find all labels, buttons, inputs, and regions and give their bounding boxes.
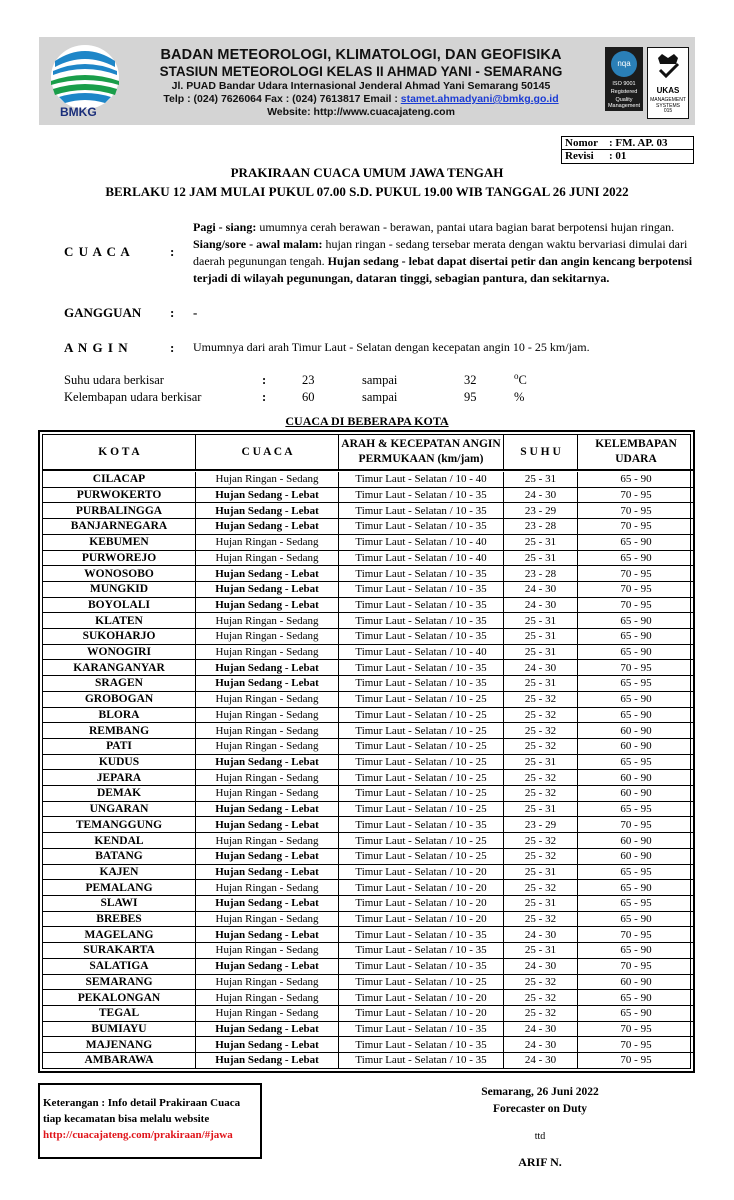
cell-suhu: 25 - 31	[504, 535, 578, 550]
cell-suhu: 25 - 32	[504, 990, 578, 1005]
table-row	[43, 660, 694, 676]
cell-cuaca: Hujan Ringan - Sedang	[196, 786, 339, 801]
header-suhu: S U H U	[504, 435, 578, 469]
table-row	[43, 503, 694, 519]
cell-kota: PURWOKERTO	[43, 488, 196, 503]
cell-angin: Timur Laut - Selatan / 10 - 35	[339, 503, 504, 518]
cell-kelembapan: 60 - 90	[620, 834, 652, 847]
cell-kelembapan: 70 - 95	[620, 818, 652, 831]
cell-cuaca: Hujan Ringan - Sedang	[196, 723, 339, 738]
kelembapan-colon: :	[262, 390, 267, 404]
cell-suhu: 24 - 30	[504, 660, 578, 675]
cell-cuaca: Hujan Ringan - Sedang	[196, 692, 339, 707]
table-row	[43, 786, 694, 802]
cell-kota: PEMALANG	[43, 880, 196, 895]
table-row	[43, 1006, 694, 1022]
cell-cuaca: Hujan Sedang - Lebat	[196, 755, 339, 770]
table-row	[43, 613, 694, 629]
cell-kota: UNGARAN	[43, 802, 196, 817]
contact-line	[131, 93, 591, 106]
cell-angin: Timur Laut - Selatan / 10 - 40	[339, 551, 504, 566]
cell-kota: SURAKARTA	[43, 943, 196, 958]
cell-kota: SEMARANG	[43, 975, 196, 990]
cell-cuaca: Hujan Ringan - Sedang	[196, 708, 339, 723]
cell-cuaca: Hujan Ringan - Sedang	[196, 645, 339, 660]
letterhead	[39, 37, 695, 125]
cell-cuaca: Hujan Sedang - Lebat	[196, 959, 339, 974]
cell-kota: PURWOREJO	[43, 551, 196, 566]
cell-suhu: 25 - 32	[504, 912, 578, 927]
cell-suhu: 24 - 30	[504, 598, 578, 613]
cell-angin: Timur Laut - Selatan / 10 - 35	[339, 566, 504, 581]
table-row	[43, 645, 694, 661]
cell-angin: Timur Laut - Selatan / 10 - 25	[339, 802, 504, 817]
cell-cuaca: Hujan Sedang - Lebat	[196, 566, 339, 581]
cell-kota: KENDAL	[43, 833, 196, 848]
cell-suhu: 25 - 32	[504, 849, 578, 864]
cell-suhu: 23 - 29	[504, 817, 578, 832]
cell-angin: Timur Laut - Selatan / 10 - 35	[339, 629, 504, 644]
cell-kota: PURBALINGGA	[43, 503, 196, 518]
cell-angin: Timur Laut - Selatan / 10 - 40	[339, 472, 504, 487]
table-row	[43, 990, 694, 1006]
cell-kota: PATI	[43, 739, 196, 754]
cell-kelembapan: 60 - 90	[620, 724, 652, 737]
cell-angin: Timur Laut - Selatan / 10 - 40	[339, 535, 504, 550]
cell-kota: KLATEN	[43, 613, 196, 628]
cuaca-label: C U A C A	[64, 244, 131, 259]
cuaca-description	[193, 219, 693, 287]
cell-suhu: 23 - 29	[504, 503, 578, 518]
table-row	[43, 598, 694, 614]
cell-angin: Timur Laut - Selatan / 10 - 35	[339, 1022, 504, 1037]
cell-angin: Timur Laut - Selatan / 10 - 35	[339, 927, 504, 942]
table-row	[43, 692, 694, 708]
suhu-min: 23	[302, 373, 315, 387]
cell-kelembapan: 65 - 90	[620, 551, 652, 564]
cell-angin: Timur Laut - Selatan / 10 - 20	[339, 896, 504, 911]
cell-cuaca: Hujan Ringan - Sedang	[196, 472, 339, 487]
cell-angin: Timur Laut - Selatan / 10 - 25	[339, 739, 504, 754]
cell-kelembapan: 70 - 95	[620, 598, 652, 611]
cuaca-colon: :	[170, 244, 175, 259]
kelembapan-max: 95	[464, 390, 477, 404]
phone-fax: Telp : (024) 7626064 Fax : (024) 7613817 Email :	[163, 93, 401, 105]
cell-kelembapan: 65 - 90	[620, 944, 652, 957]
cell-kelembapan: 70 - 95	[620, 520, 652, 533]
cell-cuaca: Hujan Sedang - Lebat	[196, 1053, 339, 1068]
table-row	[43, 739, 694, 755]
keterangan-line2: tiap kecamatan bisa melalu website	[43, 1113, 210, 1125]
suhu-label: Suhu udara berkisar	[64, 373, 164, 387]
cell-kelembapan: 70 - 95	[620, 928, 652, 941]
cell-angin: Timur Laut - Selatan / 10 - 25	[339, 786, 504, 801]
cell-kelembapan: 70 - 95	[620, 504, 652, 517]
gangguan-label: GANGGUAN	[64, 305, 142, 320]
cell-kota: TEMANGGUNG	[43, 817, 196, 832]
gangguan-value: -	[193, 305, 198, 320]
suhu-sampai: sampai	[362, 373, 398, 387]
cell-kelembapan: 65 - 90	[620, 630, 652, 643]
cell-kelembapan: 65 - 90	[620, 614, 652, 627]
cell-kota: BANJARNEGARA	[43, 519, 196, 534]
cell-kota: JEPARA	[43, 770, 196, 785]
table-row	[43, 833, 694, 849]
cell-suhu: 24 - 30	[504, 1053, 578, 1068]
iso-text: ISO 9001	[612, 81, 636, 87]
cell-cuaca: Hujan Ringan - Sedang	[196, 535, 339, 550]
cell-suhu: 25 - 31	[504, 613, 578, 628]
revisi-value: : 01	[609, 150, 627, 162]
cell-kota: SRAGEN	[43, 676, 196, 691]
cell-kelembapan: 70 - 95	[620, 1038, 652, 1051]
cell-kelembapan: 65 - 90	[620, 646, 652, 659]
cell-suhu: 25 - 32	[504, 786, 578, 801]
cell-suhu: 24 - 30	[504, 582, 578, 597]
document-number-box	[561, 136, 694, 164]
table-row	[43, 959, 694, 975]
cuaca-p1: umumnya cerah berawan - berawan, pantai utara bagian barat berpotensi hujan ringan.	[256, 220, 675, 234]
ukas-num: 015	[663, 108, 673, 114]
cell-angin: Timur Laut - Selatan / 10 - 25	[339, 723, 504, 738]
nomor-value: : FM. AP. 03	[609, 137, 668, 149]
table-row	[43, 519, 694, 535]
cell-kota: DEMAK	[43, 786, 196, 801]
table-row	[43, 943, 694, 959]
cell-angin: Timur Laut - Selatan / 10 - 25	[339, 692, 504, 707]
cell-kelembapan: 65 - 90	[620, 991, 652, 1004]
table-row	[43, 1053, 694, 1068]
cuaca-p3-bold: Hujan sedang - lebat dapat disertai petir dan angin kencang berpotensi terjadi di wilayah pegunungan, dataran tinggi, sebagian pantura, dan sekitarnya.	[193, 254, 693, 285]
kelembapan-sampai: sampai	[362, 390, 398, 404]
cell-angin: Timur Laut - Selatan / 10 - 35	[339, 1037, 504, 1052]
cell-kota: BREBES	[43, 912, 196, 927]
cell-angin: Timur Laut - Selatan / 10 - 20	[339, 912, 504, 927]
cell-cuaca: Hujan Sedang - Lebat	[196, 488, 339, 503]
header-kota: K O T A	[43, 435, 196, 469]
cell-cuaca: Hujan Sedang - Lebat	[196, 817, 339, 832]
suhu-max: 32	[464, 373, 477, 387]
cell-kelembapan: 65 - 90	[620, 473, 652, 486]
cell-angin: Timur Laut - Selatan / 10 - 25	[339, 975, 504, 990]
kelembapan-min: 60	[302, 390, 315, 404]
angin-value: Umumnya dari arah Timur Laut - Selatan dengan kecepatan angin 10 - 25 km/jam.	[193, 340, 590, 354]
table-row	[43, 770, 694, 786]
angin-colon: :	[170, 340, 175, 355]
cell-cuaca: Hujan Sedang - Lebat	[196, 1022, 339, 1037]
table-row	[43, 488, 694, 504]
validity-period: BERLAKU 12 JAM MULAI PUKUL 07.00 S.D. PUKUL 19.00 WIB TANGGAL 26 JUNI 2022	[105, 184, 629, 199]
table-row	[43, 755, 694, 771]
table-row	[43, 1037, 694, 1053]
cell-cuaca: Hujan Ringan - Sedang	[196, 1006, 339, 1021]
cell-angin: Timur Laut - Selatan / 10 - 35	[339, 959, 504, 974]
cell-angin: Timur Laut - Selatan / 10 - 25	[339, 849, 504, 864]
website-line[interactable]: Website: http://www.cuacajateng.com	[267, 106, 455, 118]
cell-kelembapan: 60 - 90	[620, 850, 652, 863]
cell-angin: Timur Laut - Selatan / 10 - 35	[339, 943, 504, 958]
cell-cuaca: Hujan Sedang - Lebat	[196, 1037, 339, 1052]
iso-sub2: Quality Management	[607, 97, 641, 109]
table-body	[43, 472, 694, 1068]
cell-cuaca: Hujan Sedang - Lebat	[196, 676, 339, 691]
cell-angin: Timur Laut - Selatan / 10 - 20	[339, 865, 504, 880]
cell-cuaca: Hujan Sedang - Lebat	[196, 896, 339, 911]
cell-kota: SLAWI	[43, 896, 196, 911]
cell-kota: BATANG	[43, 849, 196, 864]
cell-angin: Timur Laut - Selatan / 10 - 40	[339, 645, 504, 660]
cell-kota: PEKALONGAN	[43, 990, 196, 1005]
angin-label: A N G I N	[64, 340, 129, 355]
iso-sub: Registered	[610, 89, 638, 95]
table-row	[43, 629, 694, 645]
cell-kelembapan: 65 - 90	[620, 708, 652, 721]
cell-suhu: 24 - 30	[504, 1037, 578, 1052]
table-row	[43, 927, 694, 943]
cell-suhu: 25 - 32	[504, 833, 578, 848]
table-row	[43, 566, 694, 582]
nqa-icon: nqa	[611, 51, 637, 77]
cell-kota: REMBANG	[43, 723, 196, 738]
cell-kelembapan: 65 - 95	[620, 677, 652, 690]
cell-cuaca: Hujan Ringan - Sedang	[196, 551, 339, 566]
ukas-sub: MANAGEMENT SYSTEMS	[650, 97, 686, 109]
letterhead-text	[131, 47, 591, 119]
table-row	[43, 849, 694, 865]
signature-role: Forecaster on Duty	[492, 1103, 588, 1115]
table-row	[43, 802, 694, 818]
cell-kelembapan: 60 - 90	[620, 787, 652, 800]
cell-suhu: 25 - 31	[504, 676, 578, 691]
suhu-colon: :	[262, 373, 267, 387]
cell-kota: SALATIGA	[43, 959, 196, 974]
nomor-label: Nomor	[565, 137, 598, 149]
cell-kota: BLORA	[43, 708, 196, 723]
cell-kelembapan: 70 - 95	[620, 1054, 652, 1067]
table-row	[43, 880, 694, 896]
cell-suhu: 25 - 31	[504, 802, 578, 817]
cell-kelembapan: 70 - 95	[620, 489, 652, 502]
cell-cuaca: Hujan Sedang - Lebat	[196, 927, 339, 942]
cell-kota: MAGELANG	[43, 927, 196, 942]
cell-angin: Timur Laut - Selatan / 10 - 35	[339, 613, 504, 628]
cell-kota: KUDUS	[43, 755, 196, 770]
cell-angin: Timur Laut - Selatan / 10 - 20	[339, 1006, 504, 1021]
city-forecast-table	[38, 430, 695, 1073]
cell-kota: KAJEN	[43, 865, 196, 880]
cell-cuaca: Hujan Ringan - Sedang	[196, 880, 339, 895]
cell-kota: WONOSOBO	[43, 566, 196, 581]
cell-cuaca: Hujan Ringan - Sedang	[196, 943, 339, 958]
cell-cuaca: Hujan Ringan - Sedang	[196, 975, 339, 990]
cell-kelembapan: 70 - 95	[620, 661, 652, 674]
cell-cuaca: Hujan Sedang - Lebat	[196, 865, 339, 880]
cell-suhu: 25 - 32	[504, 880, 578, 895]
cell-kota: BUMIAYU	[43, 1022, 196, 1037]
cell-kelembapan: 65 - 90	[620, 881, 652, 894]
cell-kelembapan: 60 - 90	[620, 975, 652, 988]
cell-angin: Timur Laut - Selatan / 10 - 25	[339, 708, 504, 723]
address: Jl. PUAD Bandar Udara Internasional Jenderal Ahmad Yani Semarang 50145	[171, 80, 551, 92]
cuaca-p2-bold: Siang/sore - awal malam:	[193, 237, 323, 251]
cell-angin: Timur Laut - Selatan / 10 - 35	[339, 817, 504, 832]
cell-suhu: 25 - 31	[504, 896, 578, 911]
cell-suhu: 25 - 31	[504, 645, 578, 660]
cell-kelembapan: 65 - 95	[620, 803, 652, 816]
cell-kelembapan: 60 - 90	[620, 771, 652, 784]
table-row	[43, 551, 694, 567]
cell-suhu: 25 - 31	[504, 629, 578, 644]
table-row	[43, 912, 694, 928]
cell-kota: KEBUMEN	[43, 535, 196, 550]
cell-cuaca: Hujan Ringan - Sedang	[196, 613, 339, 628]
cell-kota: SUKOHARJO	[43, 629, 196, 644]
logo-text: BMKG	[60, 105, 97, 119]
cell-kota: KARANGANYAR	[43, 660, 196, 675]
table-row	[43, 535, 694, 551]
cell-angin: Timur Laut - Selatan / 10 - 35	[339, 660, 504, 675]
cell-cuaca: Hujan Ringan - Sedang	[196, 629, 339, 644]
cell-suhu: 24 - 30	[504, 1022, 578, 1037]
cell-suhu: 24 - 30	[504, 927, 578, 942]
cell-suhu: 25 - 31	[504, 551, 578, 566]
ukas-text: UKAS	[656, 86, 680, 95]
document-title: PRAKIRAAN CUACA UMUM JAWA TENGAH	[230, 165, 504, 180]
cell-suhu: 25 - 32	[504, 708, 578, 723]
cell-cuaca: Hujan Ringan - Sedang	[196, 770, 339, 785]
email-link[interactable]: stamet.ahmadyani@bmkg.go.id	[400, 93, 559, 105]
cell-cuaca: Hujan Ringan - Sedang	[196, 912, 339, 927]
cell-suhu: 25 - 31	[504, 943, 578, 958]
keterangan-link[interactable]: http://cuacajateng.com/prakiraan/#jawa	[43, 1129, 233, 1141]
table-row	[43, 865, 694, 881]
cell-kota: MAJENANG	[43, 1037, 196, 1052]
cell-angin: Timur Laut - Selatan / 10 - 25	[339, 770, 504, 785]
cell-suhu: 25 - 32	[504, 975, 578, 990]
cell-cuaca: Hujan Sedang - Lebat	[196, 519, 339, 534]
cell-kota: AMBARAWA	[43, 1053, 196, 1068]
iso-badge	[605, 47, 643, 111]
header-kelembapan: KELEMBAPAN UDARA	[595, 438, 677, 465]
signature-name: ARIF N.	[518, 1155, 562, 1169]
cell-angin: Timur Laut - Selatan / 10 - 35	[339, 1053, 504, 1068]
kelembapan-unit: %	[514, 390, 525, 404]
keterangan-line1: Keterangan : Info detail Prakiraan Cuaca	[43, 1097, 241, 1109]
cell-cuaca: Hujan Ringan - Sedang	[196, 990, 339, 1005]
station-name: STASIUN METEOROLOGI KELAS II AHMAD YANI - SEMARANG	[159, 64, 563, 79]
cell-angin: Timur Laut - Selatan / 10 - 35	[339, 488, 504, 503]
cell-kelembapan: 65 - 90	[620, 913, 652, 926]
table-row	[43, 896, 694, 912]
cell-angin: Timur Laut - Selatan / 10 - 35	[339, 519, 504, 534]
agency-name: BADAN METEOROLOGI, KLIMATOLOGI, DAN GEOFISIKA	[160, 47, 562, 63]
cell-angin: Timur Laut - Selatan / 10 - 35	[339, 676, 504, 691]
table-title: CUACA DI BEBERAPA KOTA	[285, 414, 449, 428]
cell-kelembapan: 70 - 95	[620, 567, 652, 580]
cell-kota: WONOGIRI	[43, 645, 196, 660]
cell-kelembapan: 70 - 95	[620, 583, 652, 596]
cell-cuaca: Hujan Ringan - Sedang	[196, 739, 339, 754]
keterangan-box	[38, 1083, 262, 1159]
cell-cuaca: Hujan Sedang - Lebat	[196, 660, 339, 675]
cell-angin: Timur Laut - Selatan / 10 - 25	[339, 755, 504, 770]
cell-kelembapan: 65 - 90	[620, 693, 652, 706]
header-cuaca: C U A C A	[196, 435, 339, 469]
cell-angin: Timur Laut - Selatan / 10 - 20	[339, 880, 504, 895]
cell-angin: Timur Laut - Selatan / 10 - 35	[339, 582, 504, 597]
table-row	[43, 723, 694, 739]
cell-cuaca: Hujan Ringan - Sedang	[196, 833, 339, 848]
cell-suhu: 23 - 28	[504, 519, 578, 534]
cell-kelembapan: 65 - 95	[620, 865, 652, 878]
cell-angin: Timur Laut - Selatan / 10 - 35	[339, 598, 504, 613]
table-row	[43, 708, 694, 724]
kelembapan-label: Kelembapan udara berkisar	[64, 390, 202, 404]
signature-place-date: Semarang, 26 Juni 2022	[481, 1086, 599, 1098]
cell-suhu: 25 - 31	[504, 472, 578, 487]
table-row	[43, 975, 694, 991]
signature-ttd: ttd	[534, 1131, 546, 1142]
table-row	[43, 1022, 694, 1038]
cell-angin: Timur Laut - Selatan / 10 - 25	[339, 833, 504, 848]
cell-cuaca: Hujan Sedang - Lebat	[196, 849, 339, 864]
cell-kota: TEGAL	[43, 1006, 196, 1021]
gangguan-colon: :	[170, 305, 175, 320]
cell-cuaca: Hujan Sedang - Lebat	[196, 598, 339, 613]
table-header	[43, 435, 694, 471]
cell-kota: GROBOGAN	[43, 692, 196, 707]
cell-kota: CILACAP	[43, 472, 196, 487]
table-row	[43, 472, 694, 488]
cell-cuaca: Hujan Sedang - Lebat	[196, 582, 339, 597]
revisi-label: Revisi	[565, 150, 594, 162]
ukas-badge	[647, 47, 689, 119]
cell-kelembapan: 65 - 90	[620, 1007, 652, 1020]
cell-suhu: 25 - 32	[504, 770, 578, 785]
cell-kelembapan: 70 - 95	[620, 1022, 652, 1035]
suhu-unit: $^o$C	[514, 371, 527, 388]
cell-kota: BOYOLALI	[43, 598, 196, 613]
cell-suhu: 24 - 30	[504, 959, 578, 974]
cell-kelembapan: 65 - 95	[620, 897, 652, 910]
cell-cuaca: Hujan Sedang - Lebat	[196, 503, 339, 518]
cuaca-p1-bold: Pagi - siang:	[193, 220, 257, 234]
table-row	[43, 582, 694, 598]
cell-suhu: 25 - 32	[504, 692, 578, 707]
cell-angin: Timur Laut - Selatan / 10 - 20	[339, 990, 504, 1005]
cell-kelembapan: 65 - 90	[620, 536, 652, 549]
cell-suhu: 23 - 28	[504, 566, 578, 581]
certifications	[605, 47, 691, 119]
cell-cuaca: Hujan Sedang - Lebat	[196, 802, 339, 817]
table-row	[43, 817, 694, 833]
cell-suhu: 24 - 30	[504, 488, 578, 503]
cell-kelembapan: 70 - 95	[620, 960, 652, 973]
cell-suhu: 25 - 32	[504, 739, 578, 754]
cell-suhu: 25 - 32	[504, 723, 578, 738]
cuaca-p2: hujan ringan - sedang tersebar merata dengan waktu bervariasi dimulai dari daerah pegunungan tengah.	[193, 237, 688, 268]
cell-kelembapan: 65 - 95	[620, 756, 652, 768]
cell-kota: MUNGKID	[43, 582, 196, 597]
cell-suhu: 25 - 32	[504, 1006, 578, 1021]
header-angin: ARAH & KECEPATAN ANGIN PERMUKAAN (km/jam)	[339, 435, 504, 469]
table-row	[43, 676, 694, 692]
cell-suhu: 25 - 31	[504, 865, 578, 880]
cell-suhu: 25 - 31	[504, 755, 578, 770]
cell-kelembapan: 60 - 90	[620, 740, 652, 753]
crown-tick-icon	[656, 52, 680, 80]
